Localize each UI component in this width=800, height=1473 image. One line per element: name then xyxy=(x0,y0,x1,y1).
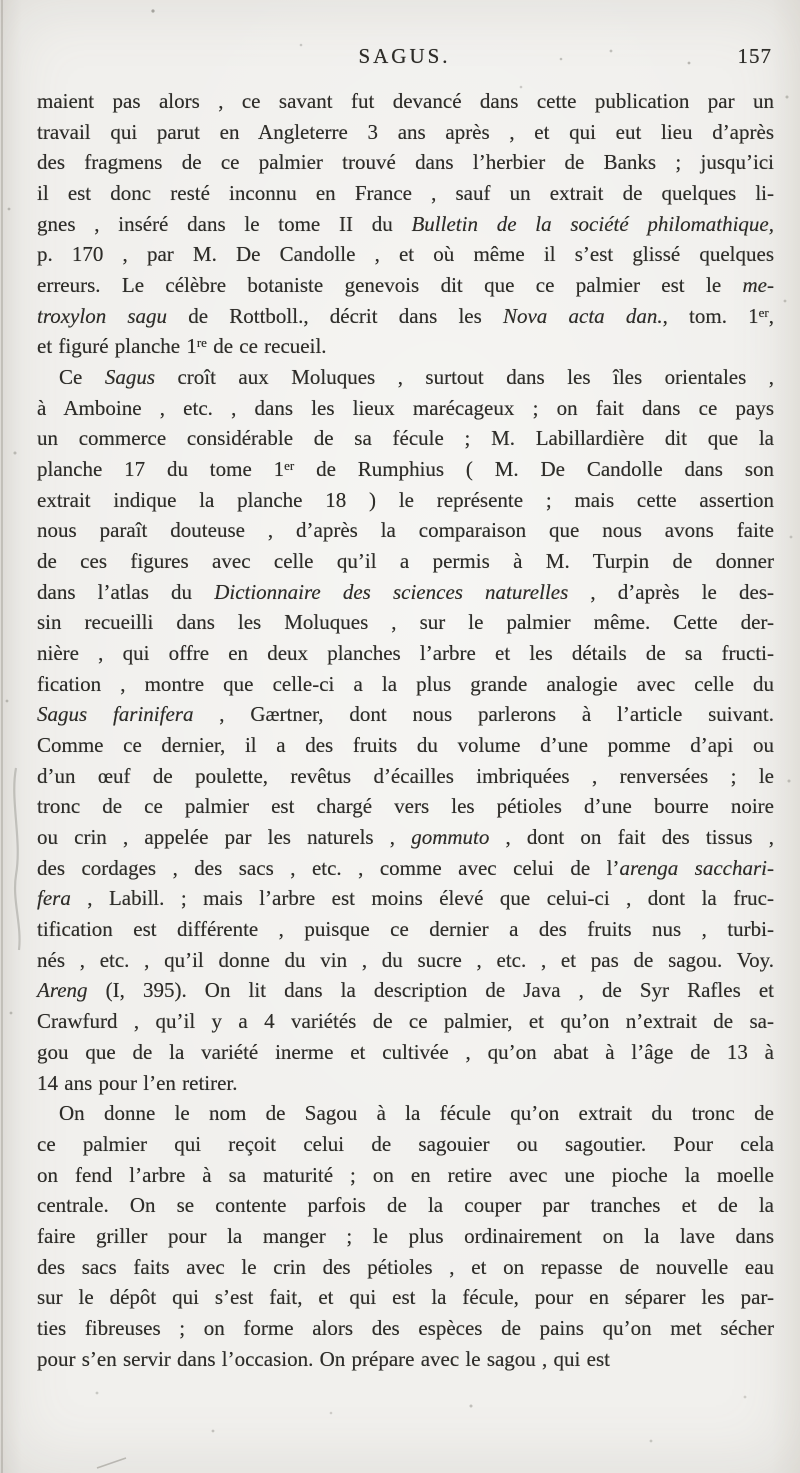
text-line xyxy=(37,454,774,485)
text-line xyxy=(37,853,774,884)
body-text: faire griller pour la manger ; le plus ordinairement on la lave dans xyxy=(37,1223,774,1248)
body-text: tification est différente , puisque ce dernier a des fruits nus , turbi- xyxy=(37,917,774,942)
text-line xyxy=(37,577,774,608)
page-title: SAGUS. xyxy=(358,44,451,68)
text-line xyxy=(37,1252,774,1283)
margin-crease-mark xyxy=(14,768,19,950)
body-text: à Amboine , etc. , dans les lieux marécageux ; on fait dans ce pays xyxy=(37,395,774,420)
body-text: dans l’atlas du xyxy=(37,579,215,604)
text-line xyxy=(37,883,774,914)
body-text: , tom. 1 xyxy=(662,303,759,328)
text-line xyxy=(37,1160,774,1191)
text-line xyxy=(37,1037,774,1068)
text-line xyxy=(37,1129,774,1160)
body-text: des cordages , des sacs , etc. , comme avec celui de l’ xyxy=(37,855,620,880)
body-text: gou que de la variété inerme et cultivée , qu’on abat à l’âge de 13 à xyxy=(37,1039,774,1064)
body-text: Ce xyxy=(59,365,105,390)
body-text: (I, 395). On lit dans la description de Java , de Syr Rafles et xyxy=(87,978,774,1003)
body-text: centrale. On se contente parfois de la couper par tranches et de la xyxy=(37,1193,774,1218)
text-line xyxy=(37,301,774,332)
text-line xyxy=(37,270,774,301)
text-line xyxy=(37,1068,774,1099)
body-text: extrait indique la planche 18 ) le représente ; mais cette assertion xyxy=(37,487,774,512)
body-text: de ces figures avec celle qu’il a permis à M. Turpin de donner xyxy=(37,549,774,574)
body-text: d’un œuf de poulette, revêtus d’écailles imbriquées , renversées ; le xyxy=(37,763,774,788)
italic-text: troxylon sagu xyxy=(37,303,168,328)
text-line xyxy=(37,1006,774,1037)
body-text: ce palmier qui reçoit celui de sagouier ou sagoutier. Pour cela xyxy=(37,1131,774,1156)
text-line xyxy=(37,822,774,853)
body-text: Crawfurd , qu’il y a 4 variétés de ce palmier, et qu’on n’extrait de sa- xyxy=(37,1009,774,1034)
superscript-text: re xyxy=(196,335,207,351)
text-line xyxy=(37,178,774,209)
text-line xyxy=(37,669,774,700)
text-line xyxy=(37,239,774,270)
italic-text: me- xyxy=(742,273,774,298)
italic-text: Nova acta dan. xyxy=(502,303,663,328)
italic-text: Sagus farinifera xyxy=(37,702,194,727)
superscript-text: er xyxy=(758,304,769,320)
body-text: Comme ce dernier, il a des fruits du volume d’une pomme d’api ou xyxy=(37,733,774,758)
text-line xyxy=(37,86,774,117)
body-text: p. 170 , par M. De Candolle , et où même il s’est glissé quelques xyxy=(37,242,774,267)
body-text: pour s’en servir dans l’occasion. On prépare avec le sagou , qui est xyxy=(37,1346,610,1371)
text-line xyxy=(37,147,774,178)
text-line xyxy=(37,1221,774,1252)
body-text: de Rumphius ( M. De Candolle dans son xyxy=(294,457,774,482)
text-line xyxy=(37,1313,774,1344)
body-text: maient pas alors , ce savant fut devancé dans cette publication par un xyxy=(37,89,774,113)
body-text: tronc de ce palmier est chargé vers les pétioles d’une bourre noire xyxy=(37,794,774,819)
text-line xyxy=(37,914,774,945)
italic-text: fera xyxy=(37,886,71,911)
body-text: il est donc resté inconnu en France , sauf un extrait de quelques li- xyxy=(37,181,774,206)
body-text: sin recueilli dans les Moluques , sur le palmier même. Cette der- xyxy=(37,610,774,635)
body-text: des fragmens de ce palmier trouvé dans l’herbier de Banks ; jusqu’ici xyxy=(37,150,774,175)
body-text: un commerce considérable de sa fécule ; M. Labillardière dit que la xyxy=(37,426,774,451)
italic-text: Areng xyxy=(37,978,88,1003)
text-line xyxy=(37,761,774,792)
italic-text: Dictionnaire des sciences naturelles xyxy=(214,579,569,604)
body-text: nière , qui offre en deux planches l’arbre et les détails de sa fructi- xyxy=(37,641,774,666)
body-text: des sacs faits avec le crin des pétioles , et on repasse de nouvelle eau xyxy=(37,1254,774,1279)
text-line xyxy=(37,730,774,761)
text-line xyxy=(37,607,774,638)
body-text: gnes , inséré dans le tome II du xyxy=(37,211,412,236)
body-text: , Labill. ; mais l’arbre est moins élevé que celui-ci , dont la fruc- xyxy=(70,886,774,911)
running-head xyxy=(37,44,772,69)
body-text: sur le dépôt qui s’est fait, et qui est la fécule, pour en séparer les par- xyxy=(37,1285,774,1310)
body-text: planche 17 du tome 1 xyxy=(37,457,285,482)
text-line xyxy=(37,209,774,240)
body-text: , d’après le des- xyxy=(568,579,774,604)
italic-text: Bulletin de la société philomathique, xyxy=(411,211,774,236)
text-line xyxy=(37,331,774,362)
body-text: erreurs. Le célèbre botaniste genevois dit que ce palmier est le xyxy=(37,273,743,298)
body-text: ou crin , appelée par les naturels , xyxy=(37,825,412,850)
text-line xyxy=(37,699,774,730)
text-line xyxy=(37,362,774,393)
italic-text: Sagus xyxy=(104,365,155,390)
body-text: on fend l’arbre à sa maturité ; on en retire avec une pioche la moelle xyxy=(37,1162,774,1187)
text-line xyxy=(37,515,774,546)
text-line xyxy=(37,975,774,1006)
text-line xyxy=(37,546,774,577)
page-number: 157 xyxy=(737,44,772,68)
superscript-text: er xyxy=(284,458,295,474)
body-text: , xyxy=(768,303,774,328)
body-text: et figuré planche 1 xyxy=(37,334,197,359)
body-text: croît aux Moluques , surtout dans les îles orientales , xyxy=(155,365,774,390)
text-line xyxy=(37,485,774,516)
body-text: 14 ans pour l’en retirer. xyxy=(37,1070,238,1095)
text-line xyxy=(37,791,774,822)
text-line xyxy=(37,1190,774,1221)
text-block xyxy=(37,86,774,1374)
body-text: , dont on fait des tissus , xyxy=(489,825,774,850)
text-line xyxy=(37,1344,774,1375)
body-text: de ce recueil. xyxy=(206,334,327,359)
body-text: de Rottboll., décrit dans les xyxy=(167,303,503,328)
body-text: nés , etc. , qu’il donne du vin , du sucre , etc. , et pas de sagou. Voy. xyxy=(37,947,774,972)
body-text: , Gærtner, dont nous parlerons à l’article suivant. xyxy=(193,702,774,727)
body-text: travail qui parut en Angleterre 3 ans après , et qui eut lieu d’après xyxy=(37,119,774,144)
text-line xyxy=(37,1282,774,1313)
body-text: On donne le nom de Sagou à la fécule qu’on extrait du tronc de xyxy=(59,1101,774,1126)
body-text: fication , montre que celle-ci a la plus grande analogie avec celle du xyxy=(37,671,774,696)
text-line xyxy=(37,945,774,976)
bottom-stray-mark xyxy=(97,1458,126,1468)
italic-text: arenga sacchari- xyxy=(619,855,775,880)
text-line xyxy=(37,393,774,424)
text-line xyxy=(37,638,774,669)
body-text: nous paraît douteuse , d’après la comparaison que nous avons faite xyxy=(37,518,774,543)
italic-text: gommuto xyxy=(411,825,490,850)
text-line xyxy=(37,1098,774,1129)
paper-speckles xyxy=(0,0,2,2)
text-line xyxy=(37,423,774,454)
body-text: ties fibreuses ; on forme alors des espèces de pains qu’on met sécher xyxy=(37,1315,774,1340)
text-line xyxy=(37,117,774,148)
